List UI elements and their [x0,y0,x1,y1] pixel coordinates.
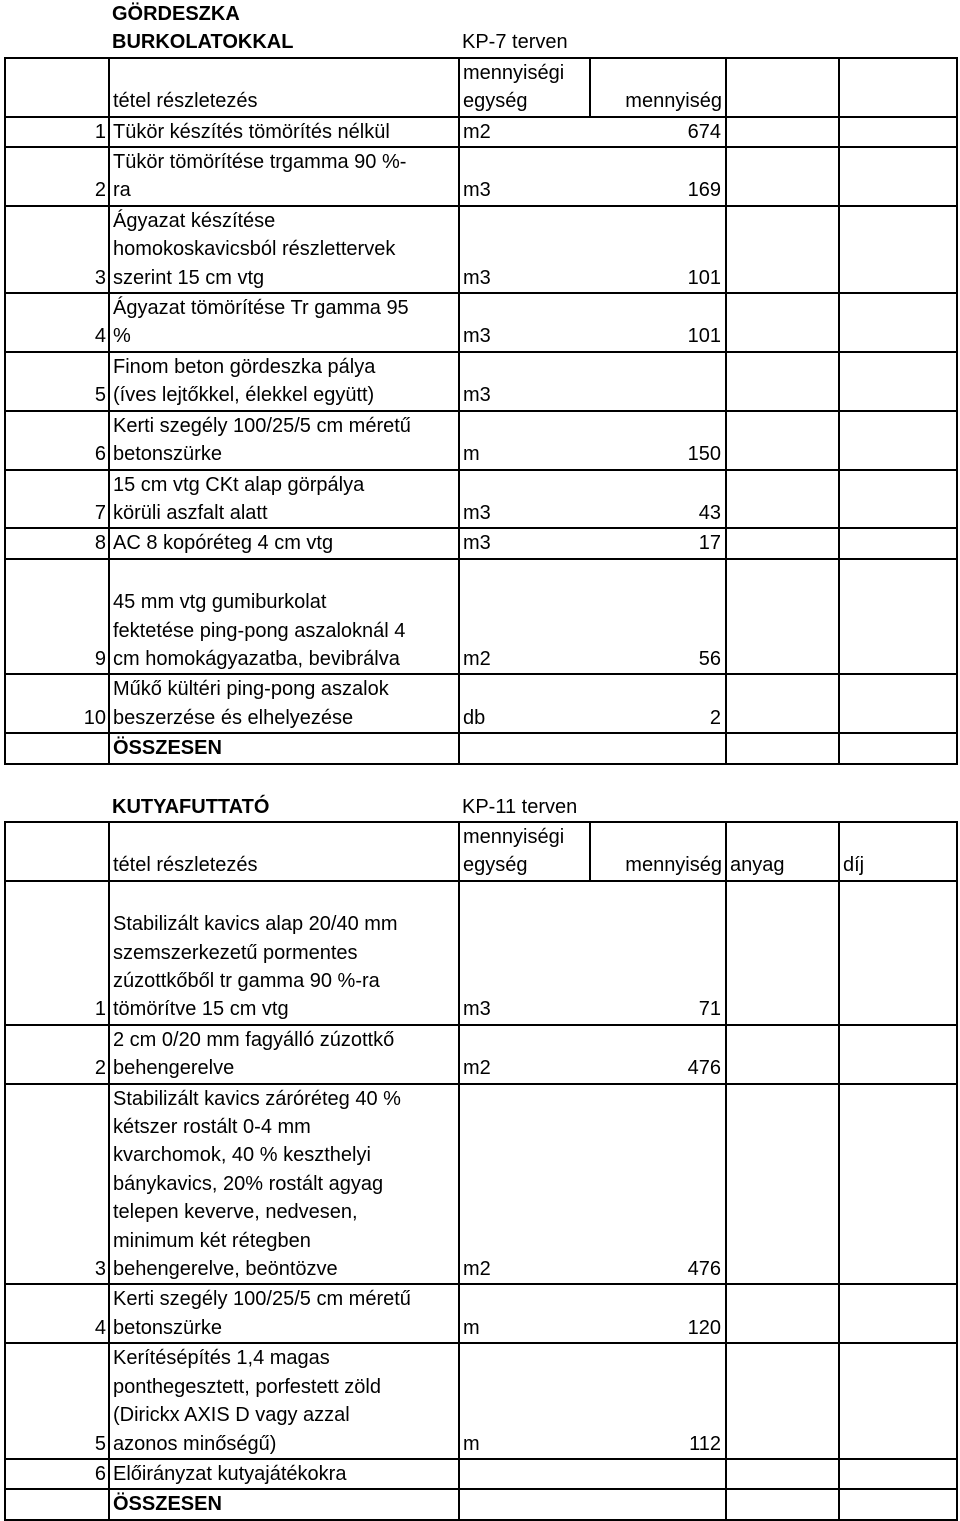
item-unit: m [459,411,590,470]
item-quantity: 476 [590,1084,726,1285]
table-row [5,470,957,529]
item-number: 5 [5,352,109,411]
table-row [5,1025,957,1084]
table-row [5,528,957,558]
item-quantity: 71 [590,881,726,1025]
item-unit: m3 [459,293,590,352]
item-number: 8 [5,528,109,558]
section-title-row [5,0,957,28]
cost-table [4,0,958,1521]
item-unit: m [459,1343,590,1459]
item-number: 5 [5,1343,109,1459]
table-row [5,881,957,1025]
header-item: tétel részletezés [109,822,459,881]
section-title: GÖRDESZKA [112,3,240,25]
item-unit: m2 [459,559,590,675]
header-material: anyag [726,822,839,881]
item-description: Finom beton gördeszka pálya (íves lejtőkkel, élekkel együtt) [109,352,459,411]
item-number: 4 [5,293,109,352]
item-unit: m3 [459,147,590,206]
item-quantity: 43 [590,470,726,529]
item-description: Kerti szegély 100/25/5 cm méretű betonszürke [109,1284,459,1343]
item-unit: m3 [459,352,590,411]
item-quantity: 120 [590,1284,726,1343]
item-description: Ágyazat tömörítése Tr gamma 95 % [109,293,459,352]
table-row [5,352,957,411]
item-unit [459,1459,590,1489]
table-row [5,1343,957,1459]
table-row [5,117,957,147]
item-description: Kerítésépítés 1,4 magas ponthegesztett, porfestett zöld (Dirickx AXIS D vagy azzal azonos minőségű) [109,1343,459,1459]
item-number: 1 [5,117,109,147]
section-title-row [5,28,957,57]
item-quantity: 2 [590,674,726,733]
item-description: Előirányzat kutyajátékokra [109,1459,459,1489]
item-unit: m3 [459,881,590,1025]
item-number: 3 [5,206,109,293]
total-row [5,733,957,763]
header-row [5,822,957,881]
item-unit: m3 [459,470,590,529]
item-description: Tükör készítés tömörítés nélkül [109,117,459,147]
item-description: Stabilizált kavics alap 20/40 mm szemszerkezetű pormentes zúzottkőből tr gamma 90 %-ra tömörítve 15 cm vtg [109,881,459,1025]
item-description: Műkő kültéri ping-pong aszalok beszerzése és elhelyezése [109,674,459,733]
header-item: tétel részletezés [109,58,459,117]
item-quantity: 101 [590,206,726,293]
table-row [5,411,957,470]
item-quantity: 101 [590,293,726,352]
item-number: 1 [5,881,109,1025]
item-quantity: 56 [590,559,726,675]
table-row [5,559,957,675]
item-quantity [590,352,726,411]
item-number: 6 [5,1459,109,1489]
item-number: 4 [5,1284,109,1343]
item-number: 6 [5,411,109,470]
item-unit: m3 [459,528,590,558]
header-row [5,58,957,117]
item-description: Ágyazat készítése homokoskavicsból részlettervek szerint 15 cm vtg [109,206,459,293]
plan-reference: KP-7 terven [462,31,568,54]
item-quantity: 150 [590,411,726,470]
table-row [5,293,957,352]
header-fee [839,58,957,117]
header-fee: díj [839,822,957,881]
header-quantity: mennyiség [590,58,726,117]
item-quantity: 17 [590,528,726,558]
item-unit: m2 [459,117,590,147]
item-description: Tükör tömörítése trgamma 90 %- ra [109,147,459,206]
item-description: Kerti szegély 100/25/5 cm méretű betonszürke [109,411,459,470]
header-quantity: mennyiség [590,822,726,881]
total-label: ÖSSZESEN [109,733,459,763]
item-description: 45 mm vtg gumiburkolat fektetése ping-pong aszaloknál 4 cm homokágyazatba, bevibrálva [109,559,459,675]
item-unit: m2 [459,1084,590,1285]
spacer-row [5,764,957,793]
item-description: Stabilizált kavics záróréteg 40 % kétszer rostált 0-4 mm kvarchomok, 40 % keszthelyi bánykavics, 20% rostált agyag telepen keverve, nedvesen, minimum két rétegben behengerelve, beöntözve [109,1084,459,1285]
section-title: KUTYAFUTTATÓ [112,795,270,818]
header-unit: mennyiségi egység [459,822,590,881]
header-material [726,58,839,117]
item-quantity: 112 [590,1343,726,1459]
item-description: 15 cm vtg CKt alap görpálya körüli aszfalt alatt [109,470,459,529]
spreadsheet [4,0,956,1521]
item-description: 2 cm 0/20 mm fagyálló zúzottkő behengerelve [109,1025,459,1084]
total-row [5,1489,957,1519]
table-row [5,674,957,733]
table-row [5,1459,957,1489]
section-title: BURKOLATOKKAL [112,31,294,54]
item-number: 3 [5,1084,109,1285]
item-quantity: 169 [590,147,726,206]
item-quantity: 476 [590,1025,726,1084]
item-number: 10 [5,674,109,733]
item-number: 2 [5,1025,109,1084]
table-row [5,1084,957,1285]
item-unit: m2 [459,1025,590,1084]
item-quantity: 674 [590,117,726,147]
section-title-row [5,793,957,822]
item-number: 7 [5,470,109,529]
plan-reference: KP-11 terven [462,795,578,818]
item-quantity [590,1459,726,1489]
item-unit: m [459,1284,590,1343]
total-label: ÖSSZESEN [109,1489,459,1519]
table-row [5,1284,957,1343]
item-number: 2 [5,147,109,206]
item-unit: m3 [459,206,590,293]
item-description: AC 8 kopóréteg 4 cm vtg [109,528,459,558]
table-row [5,206,957,293]
table-row [5,147,957,206]
header-unit: mennyiségi egység [459,58,590,117]
item-number: 9 [5,559,109,675]
item-unit: db [459,674,590,733]
